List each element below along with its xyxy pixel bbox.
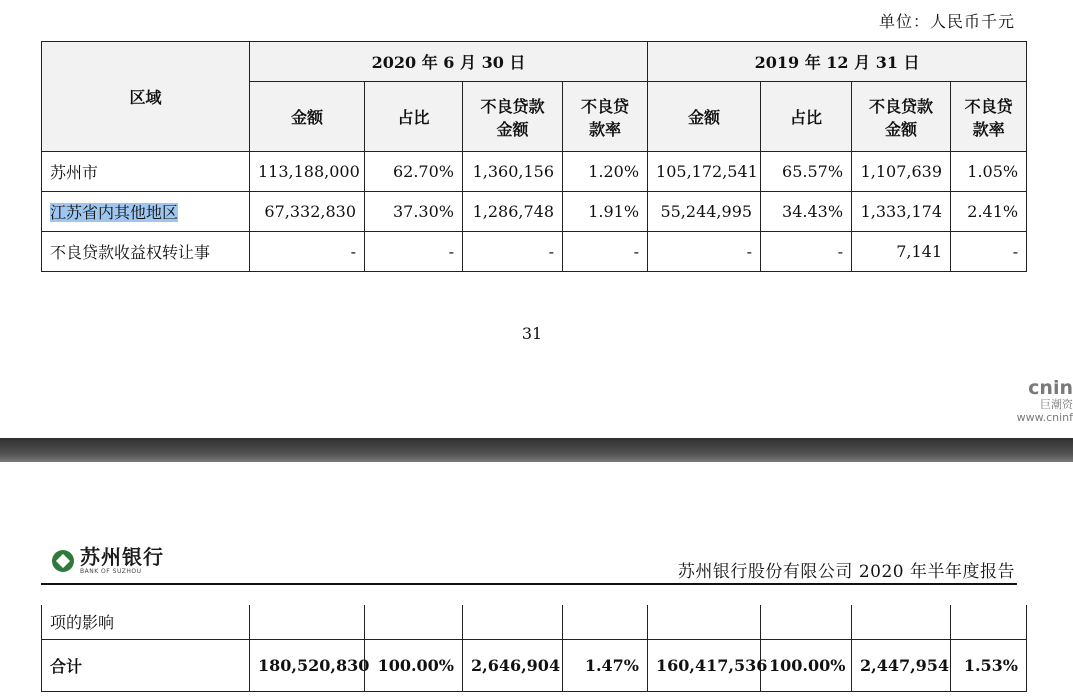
table-cell: 1.05% [951,152,1027,192]
total-row [42,639,1027,691]
table-cell: 105,172,541 [648,152,761,192]
table-cell [648,605,761,639]
table-cell: 160,417,536 [648,639,761,691]
table-row [42,232,1027,272]
table-cell [563,605,648,639]
bank-logo-icon [52,550,74,572]
npl-rate-header: 不良贷 款率 [951,82,1027,152]
ratio-header: 占比 [761,82,852,152]
table-cell: - [365,232,463,272]
cninfo-watermark [1017,378,1073,424]
table-cell [250,605,365,639]
npl-amount-header: 不良贷款 金额 [852,82,951,152]
row-label: 项的影响 [42,605,250,639]
page-number: 31 [521,324,543,343]
watermark-line: 巨潮资 [1040,398,1073,411]
period-2020-header: 2020 年 6 月 30 日 [250,42,648,82]
bank-name-en: BANK OF SUZHOU [80,568,142,575]
table-cell: 55,244,995 [648,192,761,232]
table-cell: 180,520,830 [250,639,365,691]
table-cell: 67,332,830 [250,192,365,232]
table-cell: - [463,232,563,272]
table-cell: 1,107,639 [852,152,951,192]
table-cell: 34.43% [761,192,852,232]
table-cell: 113,188,000 [250,152,365,192]
table-cell: - [951,232,1027,272]
bank-logo [52,546,164,576]
table-cell: 1,360,156 [463,152,563,192]
table-row [42,192,1027,232]
npl-amount-header: 不良贷款 金额 [463,82,563,152]
table-cell: - [648,232,761,272]
header-rule [41,583,1017,585]
table-cell [761,605,852,639]
table-cell: 7,141 [852,232,951,272]
unit-label: 单位：人民币千元 [878,12,1015,31]
table-cell: 1.47% [563,639,648,691]
watermark-line: cnin [1028,377,1073,399]
table-cell [365,605,463,639]
loan-region-table-continued [41,605,1027,692]
table-cell: 1.91% [563,192,648,232]
table-cell: 1.20% [563,152,648,192]
table-cell: - [250,232,365,272]
table-cell: 1,333,174 [852,192,951,232]
table-cell: 2.41% [951,192,1027,232]
total-label: 合计 [42,639,250,691]
table-cell: 1,286,748 [463,192,563,232]
row-label[interactable] [42,192,250,232]
table-cell: 2,447,954 [852,639,951,691]
table-cell: 1.53% [951,639,1027,691]
selected-text[interactable]: 江苏省内其他地区 [50,203,179,222]
bank-name-cn: 苏州银行 [80,545,164,569]
table-cell: - [761,232,852,272]
period-2019-header: 2019 年 12 月 31 日 [648,42,1027,82]
amount-header: 金额 [648,82,761,152]
table-cell: 2,646,904 [463,639,563,691]
table-cell [463,605,563,639]
report-title: 苏州银行股份有限公司 2020 年半年度报告 [677,562,1015,582]
table-cell [852,605,951,639]
table-cell: 37.30% [365,192,463,232]
page-break [0,438,1073,462]
table-cell: 100.00% [365,639,463,691]
table-cell: 62.70% [365,152,463,192]
table-cell: 100.00% [761,639,852,691]
table-cell: - [563,232,648,272]
ratio-header: 占比 [365,82,463,152]
table-row [42,605,1027,639]
table-cell: 65.57% [761,152,852,192]
npl-rate-header: 不良贷 款率 [563,82,648,152]
row-label: 苏州市 [42,152,250,192]
row-label: 不良贷款收益权转让事 [42,232,250,272]
amount-header: 金额 [250,82,365,152]
region-header: 区域 [42,42,250,152]
loan-region-table [41,41,1027,272]
table-row [42,152,1027,192]
watermark-line: www.cninf [1016,411,1073,424]
table-cell [951,605,1027,639]
